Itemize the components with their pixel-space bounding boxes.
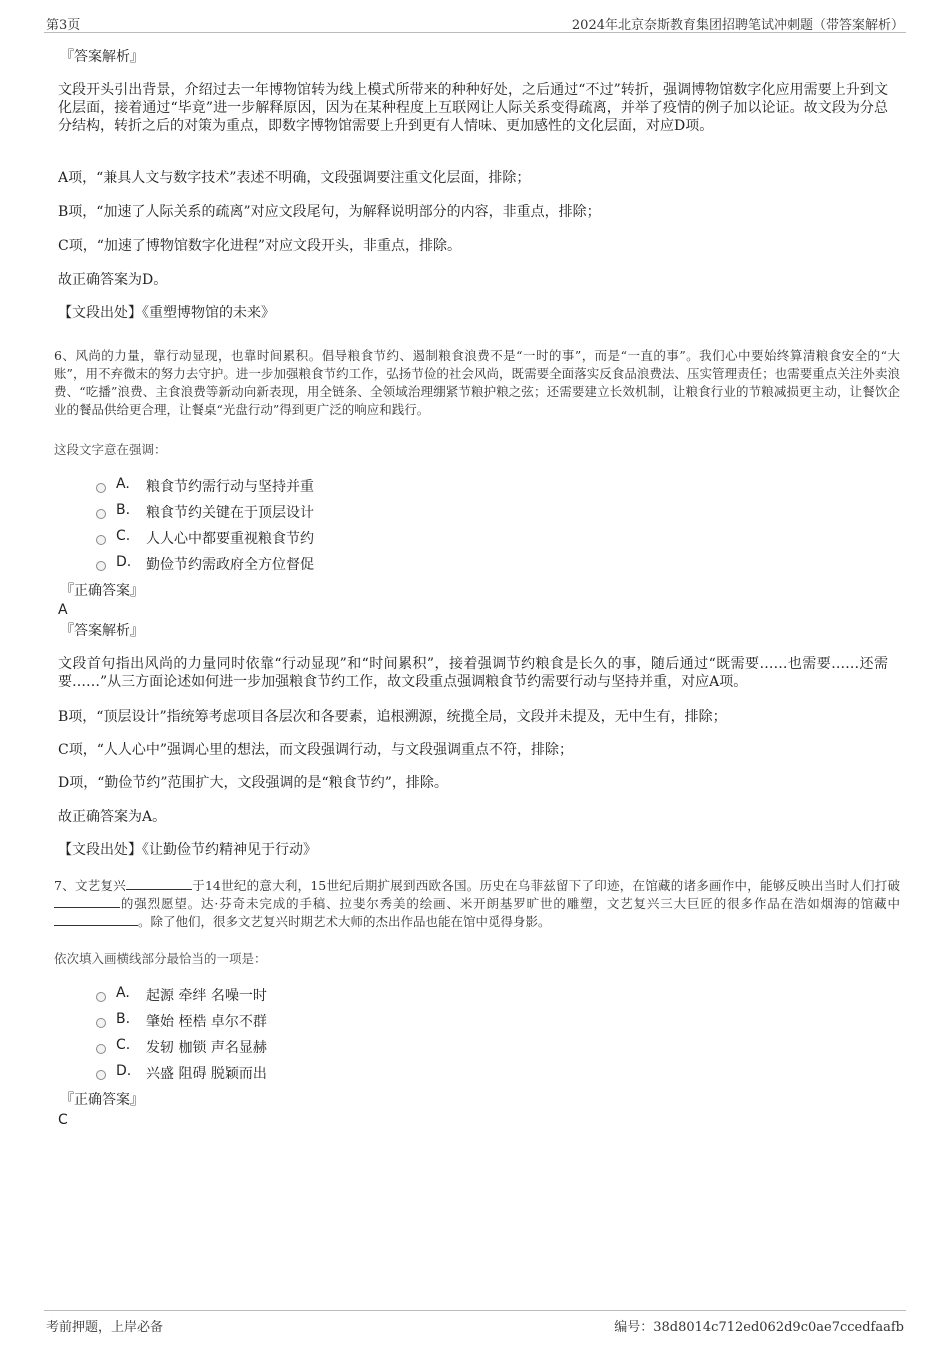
q5-analysis-label: 『答案解析』 bbox=[60, 49, 144, 65]
fill-blank bbox=[54, 913, 138, 926]
q5-source: 【文段出处】《重塑博物馆的未来》 bbox=[58, 305, 275, 321]
page-header bbox=[44, 12, 906, 33]
q5-conclusion: 故正确答案为D。 bbox=[58, 272, 168, 288]
q5-analysis-a: A项，“兼具人文与数字技术”表述不明确，文段强调要注重文化层面，排除； bbox=[58, 170, 531, 186]
radio-icon[interactable] bbox=[96, 509, 106, 519]
q6-analysis-b: B项，“顶层设计”指统筹考虑项目各层次和各要素，追根溯源，统揽全局，文段并未提及，无中生有，排除； bbox=[58, 709, 727, 725]
q6-analysis-d: D项，“勤俭节约”范围扩大，文段强调的是“粮食节约”，排除。 bbox=[58, 775, 448, 791]
footer-slogan: 考前押题，上岸必备 bbox=[46, 1320, 164, 1335]
document-id: 编号：38d8014c712ed062d9c0ae7ccedfaafb bbox=[614, 1320, 904, 1335]
option-text: 粮食节约关键在于顶层设计 bbox=[146, 505, 314, 521]
option-text: 肇始 桎梏 卓尔不群 bbox=[146, 1014, 267, 1030]
document-title: 2024年北京奈斯教育集团招聘笔试冲刺题（带答案解析） bbox=[571, 18, 904, 33]
option-text: 粮食节约需行动与坚持并重 bbox=[146, 479, 314, 495]
radio-icon[interactable] bbox=[96, 483, 106, 493]
option-letter: D. bbox=[116, 1063, 132, 1079]
option-letter: B. bbox=[116, 502, 131, 518]
radio-icon[interactable] bbox=[96, 1044, 106, 1054]
q7-answer-label: 『正确答案』 bbox=[60, 1092, 144, 1108]
q5-analysis-b: B项，“加速了人际关系的疏离”对应文段尾句，为解释说明部分的内容，非重点，排除； bbox=[58, 204, 601, 220]
option-letter: C. bbox=[116, 528, 131, 544]
radio-icon[interactable] bbox=[96, 561, 106, 571]
option-letter: A. bbox=[116, 985, 130, 1001]
radio-icon[interactable] bbox=[96, 992, 106, 1002]
q6-answer: A bbox=[58, 602, 68, 618]
q6-conclusion: 故正确答案为A。 bbox=[58, 809, 167, 825]
q6-prompt: 这段文字意在强调： bbox=[54, 442, 167, 457]
q7-stem-part: 。除了他们，很多文艺复兴时期艺术大师的杰出作品也能在馆中觅得身影。 bbox=[138, 914, 551, 929]
q7-stem-part: 7、文艺复兴 bbox=[54, 878, 126, 893]
q6-analysis-label: 『答案解析』 bbox=[60, 623, 144, 639]
q7-prompt: 依次填入画横线部分最恰当的一项是： bbox=[54, 951, 267, 966]
q5-analysis: 文段开头引出背景，介绍过去一年博物馆转为线上模式所带来的种种好处，之后通过“不过”转折，强调博物馆数字化应用需要上升到文化层面，接着通过“毕竟”进一步解释原因，因为在某种程度上互联网让人际关系变得疏离，并举了疫情的例子加以论证。故文段为分总分结构，转折之后的对策为重点，即数字博物馆需要上升到更有人情味、更加感性的文化层面，对应D项。 bbox=[58, 82, 888, 134]
option-letter: B. bbox=[116, 1011, 131, 1027]
q6-analysis: 文段首句指出风尚的力量同时依靠“行动显现”和“时间累积”，接着强调节约粮食是长久的事，随后通过“既需要……也需要……还需要……”从三方面论述如何进一步加强粮食节约工作，故文段重点强调粮食节约需要行动与坚持并重，对应A项。 bbox=[58, 656, 888, 690]
page-footer bbox=[44, 1310, 906, 1337]
q7-stem-part: 的强烈愿望。达·芬奇未完成的手稿、拉斐尔秀美的绘画、米开朗基罗旷世的雕塑，文艺复兴三大巨匠的很多作品在浩如烟海的馆藏中 bbox=[120, 896, 900, 911]
q7-stem-part: 于14世纪的意大利，15世纪后期扩展到西欧各国。历史在乌菲兹留下了印迹，在馆藏的诸多画作中，能够反映出当时人们打破 bbox=[191, 878, 900, 893]
option-text: 起源 牵绊 名噪一时 bbox=[146, 988, 267, 1004]
option-letter: C. bbox=[116, 1037, 131, 1053]
page-number: 第3页 bbox=[46, 18, 81, 33]
q7-answer: C bbox=[58, 1112, 68, 1128]
q6-stem: 6、风尚的力量，靠行动显现，也靠时间累积。倡导粮食节约、遏制粮食浪费不是“一时的事”，而是“一直的事”。我们心中要始终算清粮食安全的“大账”，用不弃微末的努力去守护。进一步加强粮食节约工作，弘扬节俭的社会风尚，既需要全面落实反食品浪费法、压实管理责任；也需要重点关注外卖浪费、“吃播”浪费、主食浪费等新动向新表现，用全链条、全领域治理绷紧节粮护粮之弦；还需要建立长效机制，让粮食行业的节粮减损更主动，让餐饮企业的餐品供给更合理，让餐桌“光盘行动”得到更广泛的响应和践行。 bbox=[54, 348, 900, 417]
q6-answer-label: 『正确答案』 bbox=[60, 583, 144, 599]
fill-blank bbox=[54, 895, 120, 908]
option-letter: A. bbox=[116, 476, 130, 492]
fill-blank bbox=[126, 877, 192, 890]
radio-icon[interactable] bbox=[96, 1018, 106, 1028]
q5-analysis-c: C项，“加速了博物馆数字化进程”对应文段开头，非重点，排除。 bbox=[58, 238, 462, 254]
option-letter: D. bbox=[116, 554, 132, 570]
radio-icon[interactable] bbox=[96, 535, 106, 545]
option-text: 发轫 枷锁 声名显赫 bbox=[146, 1040, 267, 1056]
q6-analysis-c: C项，“人人心中”强调心里的想法，而文段强调行动，与文段强调重点不符，排除； bbox=[58, 742, 574, 758]
option-text: 兴盛 阻碍 脱颖而出 bbox=[146, 1066, 267, 1082]
option-text: 勤俭节约需政府全方位督促 bbox=[146, 557, 314, 573]
option-text: 人人心中都要重视粮食节约 bbox=[146, 531, 314, 547]
radio-icon[interactable] bbox=[96, 1070, 106, 1080]
q6-source: 【文段出处】《让勤俭节约精神见于行动》 bbox=[58, 842, 317, 858]
q7-stem bbox=[54, 877, 900, 931]
